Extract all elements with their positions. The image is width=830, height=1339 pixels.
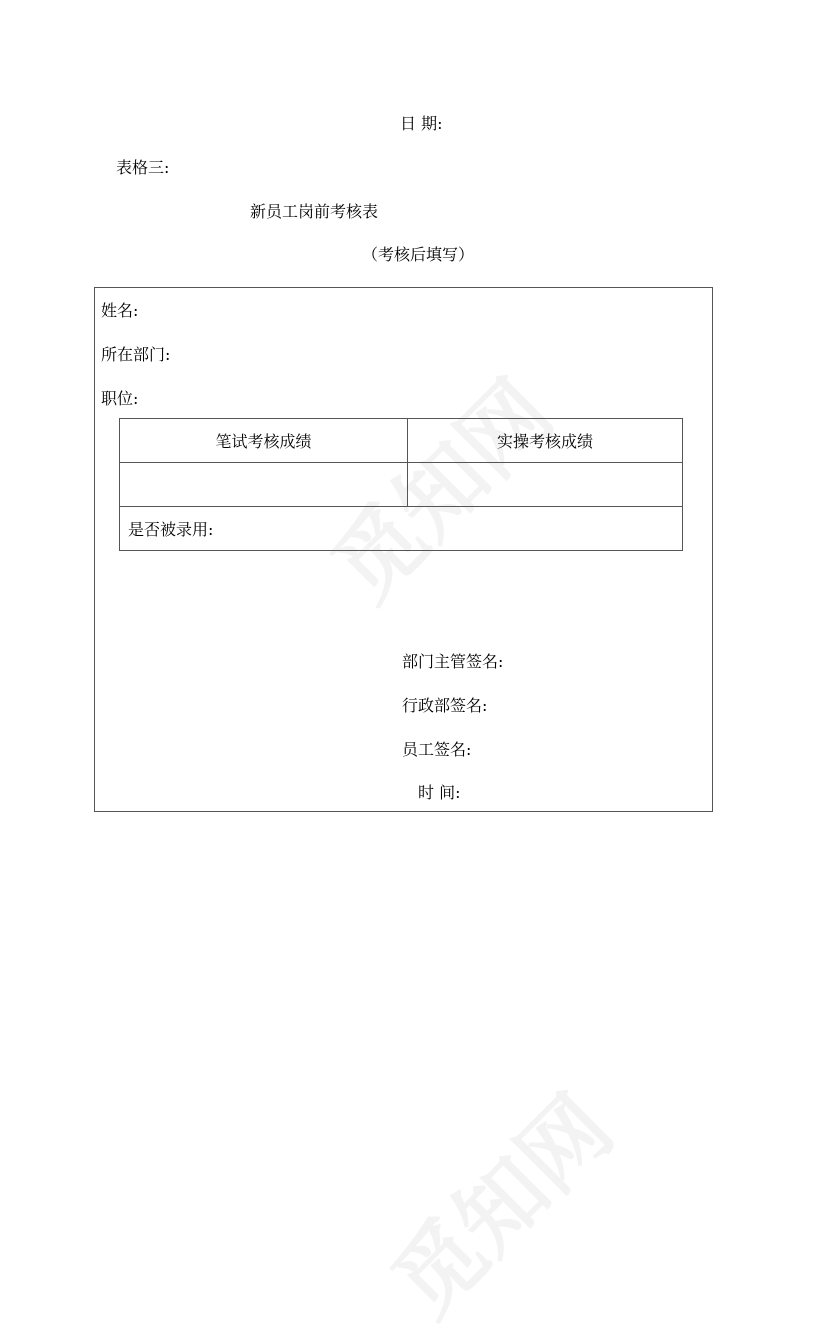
scores-table	[119, 418, 683, 551]
date-label: 日 期:	[400, 114, 443, 133]
name-label: 姓名:	[101, 301, 139, 320]
document-subtitle: （考核后填写）	[362, 245, 475, 264]
department-label: 所在部门:	[101, 345, 171, 364]
position-label: 职位:	[101, 389, 139, 408]
admitted-cell[interactable]: 是否被录用:	[120, 507, 683, 551]
written-score-header: 笔试考核成绩	[120, 419, 408, 463]
document-title: 新员工岗前考核表	[250, 202, 379, 221]
written-score-cell[interactable]	[120, 463, 408, 507]
section-label: 表格三:	[116, 158, 170, 177]
table-admitted-row	[120, 507, 683, 551]
table-header-row	[120, 419, 683, 463]
time-label: 时 间:	[418, 783, 461, 802]
dept-manager-signature-label: 部门主管签名:	[402, 652, 504, 671]
watermark-bottom	[360, 1063, 636, 1339]
table-value-row	[120, 463, 683, 507]
employee-signature-label: 员工签名:	[402, 740, 472, 759]
practical-score-cell[interactable]	[408, 463, 683, 507]
practical-score-header: 实操考核成绩	[408, 419, 683, 463]
admin-dept-signature-label: 行政部签名:	[402, 696, 488, 715]
